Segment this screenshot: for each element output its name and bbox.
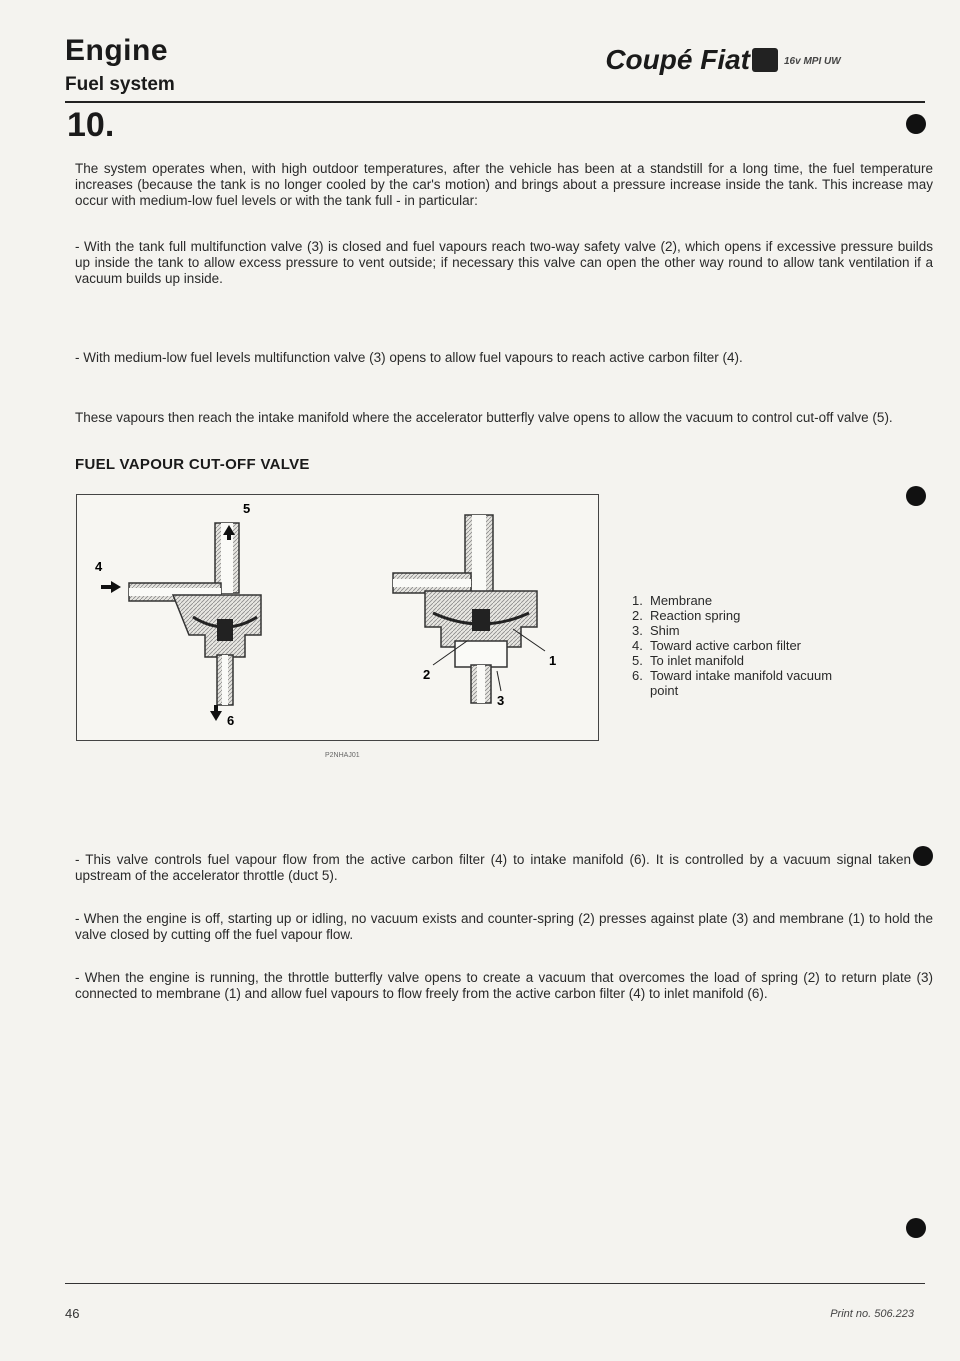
valve-diagram <box>76 494 599 741</box>
paragraph-engine-off: - When the engine is off, starting up or idling, no vacuum exists and counter-spring (2) presses against plate (3) and membrane (1) to hold the valve closed by cutting off the fuel vapour flow. <box>75 911 933 942</box>
paragraph-engine-running: - When the engine is running, the throttle butterfly valve opens to create a vacuum that overcomes the load of spring (2) to return plate (3) connected to membrane (1) and allow fuel vapours to flow freely from the active carbon filter (4) to inlet manifold (6). <box>75 970 933 1001</box>
legend-item: 6. Toward intake manifold vacuum point <box>632 668 833 698</box>
legend-item: 1. Membrane <box>632 593 713 608</box>
footer-rule <box>65 1283 925 1284</box>
legend-item: 2. Reaction spring <box>632 608 741 623</box>
callout-3: 3 <box>497 693 505 708</box>
margin-dot-icon <box>906 1218 926 1238</box>
callout-5: 5 <box>243 501 251 516</box>
margin-dot-icon <box>906 486 926 506</box>
page-title: Engine <box>65 34 169 67</box>
valve-right-drawing <box>393 515 537 703</box>
callout-4: 4 <box>95 559 103 574</box>
paragraph-medium-low: - With medium-low fuel levels multifunction valve (3) opens to allow fuel vapours to reach active carbon filter (4). <box>75 350 743 365</box>
paragraph-tank-full: - With the tank full multifunction valve (3) is closed and fuel vapours reach two-way safety valve (2), which opens if excessive pressure builds up inside the tank to allow excess pressure to vent outside; if necessary this valve can open the other way round to allow tank ventilation if a vacuum builds up inside. <box>75 239 933 286</box>
arrow-down-icon <box>210 705 222 721</box>
leader-3 <box>497 671 501 691</box>
margin-dot-icon <box>906 114 926 134</box>
callout-2: 2 <box>423 667 431 682</box>
paragraph-intro: The system operates when, with high outdoor temperatures, after the vehicle has been at a standstill for a long time, the fuel temperature increases (because the tank is no longer cooled by the car's motion) and brings about a pressure increase inside the tank. This increase may occur with medium-low fuel levels or with the tank full - in particular: <box>75 161 933 208</box>
margin-dot-icon <box>913 846 933 866</box>
paragraph-valve-controls: - This valve controls fuel vapour flow from the active carbon filter (4) to intake manifold (6). It is controlled by a vacuum signal taken upstream of the accelerator throttle (duct 5). <box>75 852 911 883</box>
callout-6: 6 <box>227 713 235 728</box>
legend-item: 4. Toward active carbon filter <box>632 638 802 653</box>
model-label: 16v MPI UW <box>784 56 841 67</box>
print-number: Print no. 506.223 <box>830 1308 914 1320</box>
header-rule <box>65 101 925 103</box>
callout-1: 1 <box>549 653 557 668</box>
figure-heading: FUEL VAPOUR CUT-OFF VALVE <box>75 456 310 473</box>
figure-legend <box>632 593 842 698</box>
legend-item: 3. Shim <box>632 623 680 638</box>
legend-item: 5. To inlet manifold <box>632 653 744 668</box>
paragraph-vapours: These vapours then reach the intake manifold where the accelerator butterfly valve opens to allow the vacuum to control cut-off valve (5). <box>75 410 893 425</box>
valve-left-drawing <box>129 523 261 705</box>
page-subtitle: Fuel system <box>65 74 175 95</box>
page-number: 46 <box>65 1306 80 1321</box>
section-number: 10. <box>67 106 115 144</box>
brand-name: Coupé Fiat <box>605 44 750 75</box>
valve-diagram-svg <box>77 495 598 740</box>
car-badge-icon <box>752 48 778 72</box>
arrow-right-icon <box>101 581 121 593</box>
figure-code: P2NHAJ01 <box>325 752 360 759</box>
